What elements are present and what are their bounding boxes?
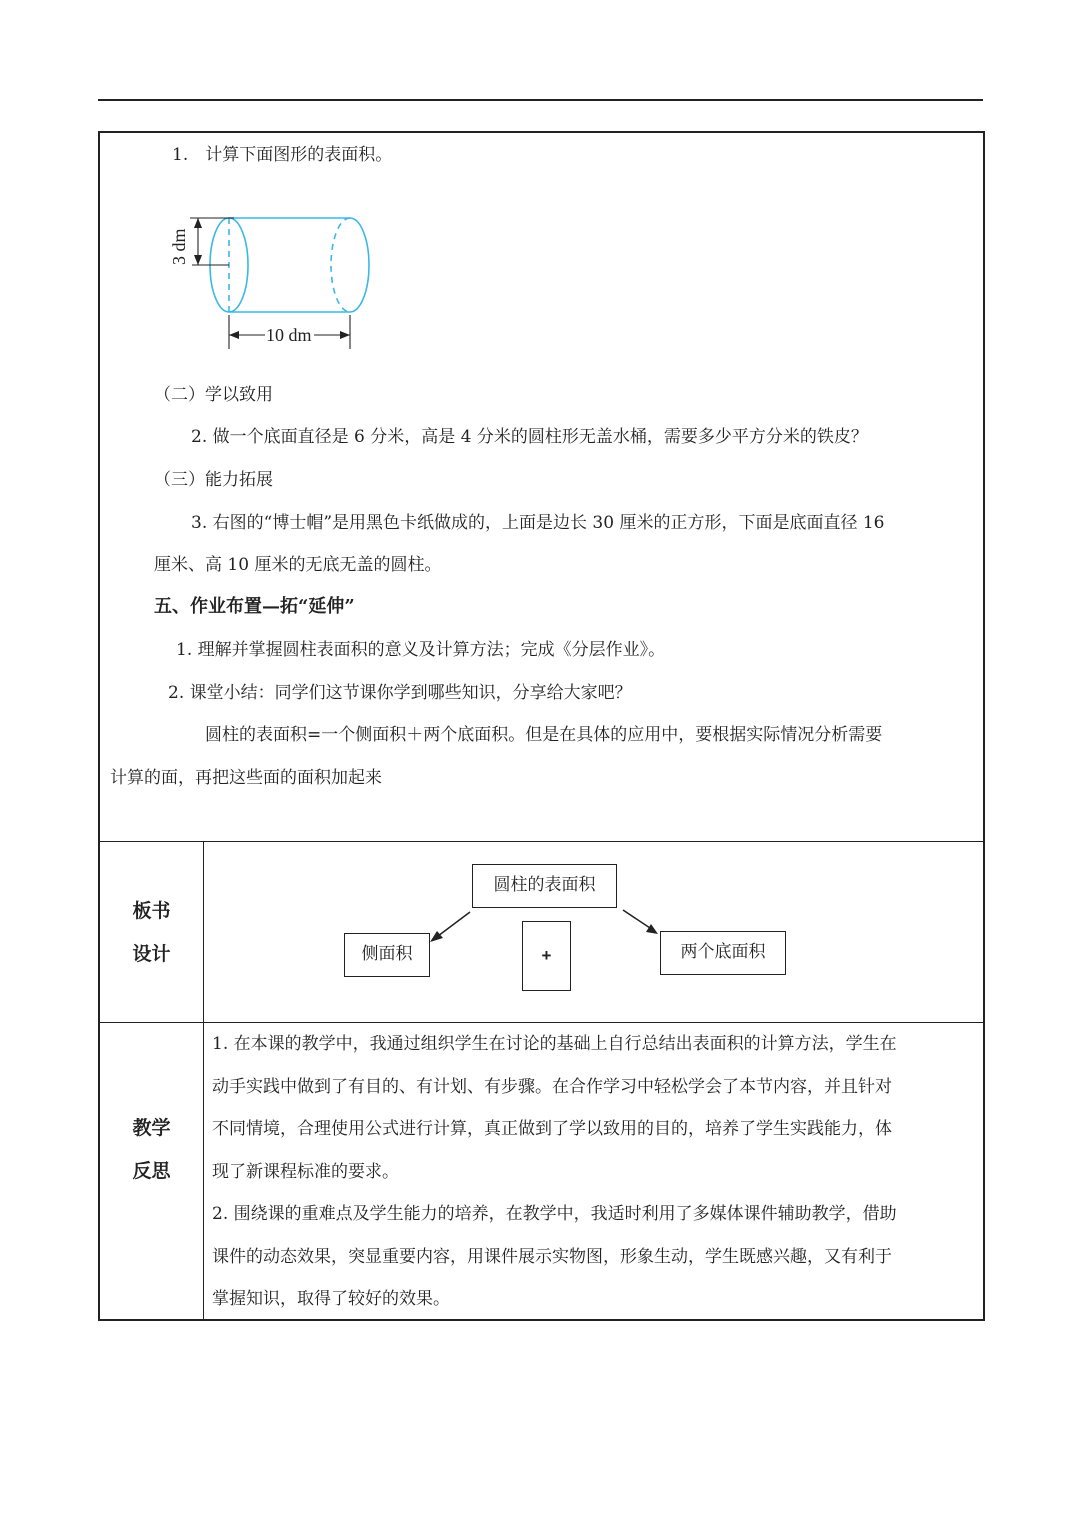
summary-line1: 圆柱的表面积=一个侧面积＋两个底面积。但是在具体的应用中，要根据实际情况分析需要	[205, 725, 883, 745]
reflection-paragraph-1	[212, 1023, 977, 1193]
board-box-lateral-area: 侧面积	[344, 933, 430, 977]
reflection-p2-line: 课件的动态效果，突显重要内容，用课件展示实物图，形象生动，学生既感兴趣，又有利于	[212, 1246, 892, 1267]
lesson-table	[98, 131, 985, 1321]
exercise-section	[100, 133, 983, 842]
reflection-label-line1: 教学	[132, 1117, 171, 1139]
board-box-surface-area: 圆柱的表面积	[472, 864, 617, 908]
reflection-p1-line: 不同情境，合理使用公式进行计算，真正做到了学以致用的目的，培养了学生实践能力，体	[212, 1119, 892, 1139]
board-arrows	[100, 842, 983, 1022]
heading-extend: （三）能力拓展	[154, 470, 273, 490]
height-label: 3 dm	[169, 228, 189, 265]
cylinder-right-end-back	[331, 218, 350, 312]
width-label: 10 dm	[266, 325, 312, 345]
board-label-line1: 板书	[132, 900, 171, 922]
exercise-1: 1. 计算下面图形的表面积。	[172, 145, 393, 165]
reflection-p1-line: 1. 在本课的教学中，我通过组织学生在讨论的基础上自行总结出表面积的计算方法，学生在	[212, 1034, 897, 1054]
reflection-section	[100, 1023, 983, 1319]
exercise-2: 2. 做一个底面直径是 6 分米，高是 4 分米的圆柱形无盖水桶，需要多少平方分米的铁皮？	[191, 427, 868, 447]
heading-homework: 五、作业布置—拓“延伸”	[154, 596, 355, 617]
heading-apply: （二）学以致用	[154, 385, 273, 405]
reflection-p1-line: 现了新课程标准的要求。	[212, 1161, 399, 1182]
board-box-two-bases: 两个底面积	[660, 931, 786, 975]
header-rule	[98, 99, 983, 101]
cylinder-figure	[162, 203, 382, 363]
reflection-p2-line: 掌握知识，取得了较好的效果。	[212, 1289, 450, 1309]
board-design-section	[100, 842, 983, 1023]
reflection-label-line2: 反思	[132, 1160, 171, 1182]
exercise-3-line2: 厘米、高 10 厘米的无底无盖的圆柱。	[154, 555, 442, 575]
homework-1: 1. 理解并掌握圆柱表面积的意义及计算方法；完成《分层作业》。	[176, 640, 666, 660]
board-label-line2: 设计	[132, 943, 171, 965]
arrow-right	[623, 910, 653, 930]
reflection-paragraph-2	[212, 1193, 977, 1321]
reflection-p1-line: 动手实践中做到了有目的、有计划、有步骤。在合作学习中轻松学会了本节内容，并且针对	[212, 1076, 892, 1097]
board-box-plus: +	[522, 921, 571, 991]
cylinder-right-end-front	[350, 218, 369, 312]
reflection-p2-line: 2. 围绕课的重难点及学生能力的培养，在教学中，我适时利用了多媒体课件辅助教学，借助	[212, 1204, 897, 1224]
reflection-label-cell	[100, 1023, 204, 1319]
exercise-3-line1: 3. 右图的“博士帽”是用黑色卡纸做成的，上面是边长 30 厘米的正方形，下面是底面直径 16	[191, 513, 885, 533]
summary-line2: 计算的面，再把这些面的面积加起来	[110, 768, 382, 788]
homework-2: 2. 课堂小结：同学们这节课你学到哪些知识，分享给大家吧？	[168, 683, 632, 703]
